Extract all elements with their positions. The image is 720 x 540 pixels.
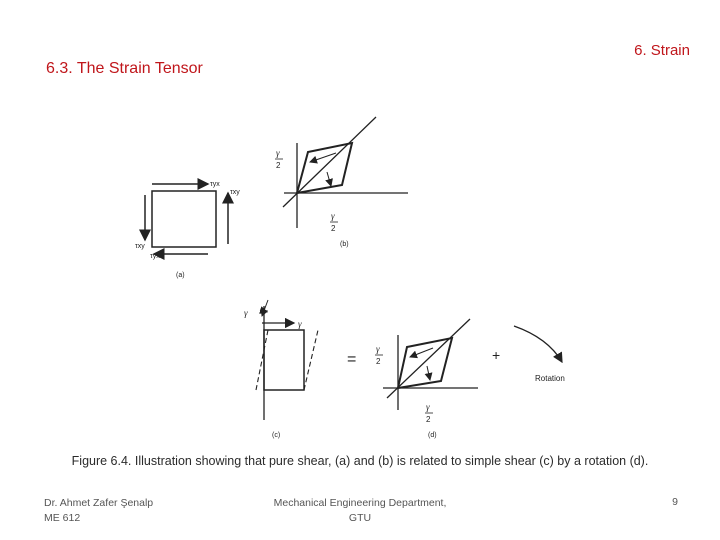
diagram-a bbox=[135, 181, 240, 279]
stress-element-square bbox=[152, 191, 216, 247]
department-name: Mechanical Engineering Department, bbox=[273, 497, 447, 509]
section-title: 6.3. The Strain Tensor bbox=[46, 60, 203, 77]
label-tau-yx-bottom: τyx bbox=[150, 253, 160, 260]
sheared-left-edge bbox=[256, 330, 268, 390]
gamma-half-bottom-den: 2 bbox=[331, 224, 336, 233]
diagram-d bbox=[375, 319, 478, 439]
chapter-title: 6. Strain bbox=[634, 42, 690, 59]
author-name: Dr. Ahmet Zafer Şenalp bbox=[44, 497, 154, 509]
sheared-right-edge bbox=[304, 330, 318, 390]
gamma-half-left-den: 2 bbox=[376, 357, 381, 366]
gamma-half-bottom-den-d: 2 bbox=[426, 415, 431, 424]
equals-sign: = bbox=[347, 351, 357, 368]
rotation-arc bbox=[514, 326, 562, 362]
figure-caption: Figure 6.4. Illustration showing that pure shear, (a) and (b) is related to simple shear (c) by a rotation (d). bbox=[71, 454, 649, 468]
footer-department bbox=[230, 496, 490, 526]
page-number: 9 bbox=[672, 496, 678, 508]
gamma-label-left: γ bbox=[244, 308, 248, 318]
gamma-half-top-num: γ bbox=[276, 148, 280, 158]
diagram-c bbox=[244, 300, 318, 439]
gamma-half-left-num: γ bbox=[376, 344, 380, 354]
gamma-half-bottom-num-d: γ bbox=[426, 402, 430, 412]
diagram-b bbox=[275, 117, 408, 248]
gamma-label-right: γ bbox=[298, 319, 302, 329]
label-d: (d) bbox=[428, 432, 437, 439]
label-tau-xy-right: τxy bbox=[230, 189, 240, 196]
arrow-down-d bbox=[427, 366, 430, 380]
angle-indicator-arrow bbox=[262, 300, 268, 316]
gamma-half-top-den: 2 bbox=[276, 161, 281, 170]
footer-author bbox=[44, 496, 153, 526]
label-b: (b) bbox=[340, 241, 349, 248]
undeformed-square bbox=[264, 330, 304, 390]
course-code: ME 612 bbox=[44, 512, 81, 524]
label-tau-xy-left: τxy bbox=[135, 243, 145, 250]
rotation-label: Rotation bbox=[535, 374, 565, 383]
arrow-down bbox=[327, 172, 331, 186]
label-c: (c) bbox=[272, 432, 281, 439]
gamma-half-bottom-num: γ bbox=[331, 211, 335, 221]
label-tau-yx-top: τyx bbox=[210, 181, 220, 188]
arrow-up-left bbox=[310, 153, 336, 162]
arrow-up-left-d bbox=[410, 348, 433, 357]
diagonal-line-d bbox=[387, 319, 470, 398]
rotation-indicator bbox=[514, 326, 565, 383]
plus-sign: + bbox=[492, 347, 501, 363]
university-name: GTU bbox=[348, 512, 372, 524]
label-a: (a) bbox=[176, 272, 185, 279]
